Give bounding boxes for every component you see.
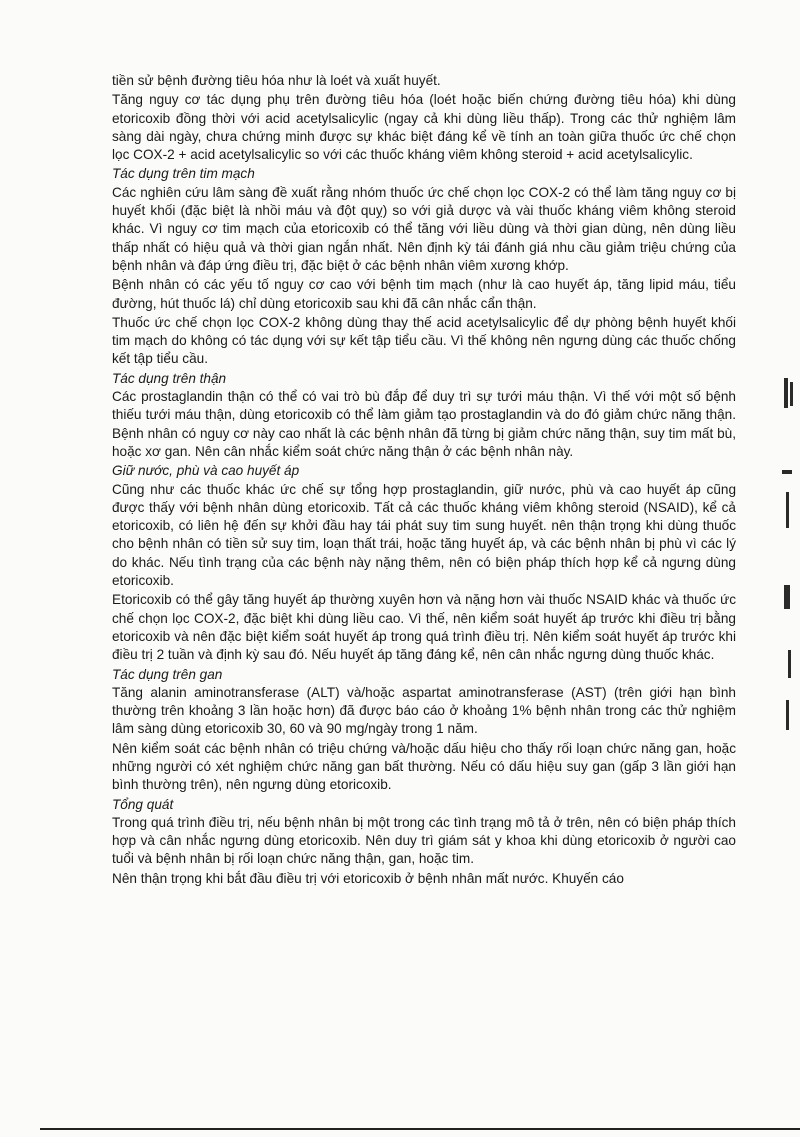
paragraph: Nên kiểm soát các bệnh nhân có triệu chứng và/hoặc dấu hiệu cho thấy rối loạn chức năng gan, hoặc những người có xét nghiệm chức năng gan bất thường. Nếu có dấu hiệu suy gan (gấp 3 lần giới hạn bình thường trên), nên ngưng dùng etoricoxib. [112,740,736,793]
section-heading: Giữ nước, phù và cao huyết áp [112,463,300,479]
paragraph: Các prostaglandin thận có thể có vai trò bù đắp để duy trì sự tưới máu thận. Vì thế với một số bệnh thiếu tưới máu thận, dùng etoricoxib có thể làm giảm tạo prostaglandin và do đó giảm chức năng thận. Bệnh nhân có nguy cơ này cao nhất là các bệnh nhân đã từng bị giảm chức năng thận, suy tim mất bù, hoặc xơ gan. Nên cân nhắc kiểm soát chức năng thận ở các bệnh nhân này. [112,389,736,459]
bottom-rule [40,1128,800,1130]
paragraph: Nên thận trọng khi bắt đầu điều trị với etoricoxib ở bệnh nhân mất nước. Khuyến cáo [112,870,624,886]
paragraph: Các nghiên cứu lâm sàng đề xuất rằng nhóm thuốc ức chế chọn lọc COX-2 có thể làm tăng nguy cơ bị huyết khối (đặc biệt là nhồi máu và đột quỵ) so với giả dược và vài thuốc kháng viêm không steroid khác. Vì nguy cơ tim mạch của etoricoxib có thể tăng với liều dùng và thời gian dùng, nên dùng liều thấp nhất có hiệu quả và thời gian ngắn nhất. Nên định kỳ tái đánh giá nhu cầu giảm triệu chứng của bệnh nhân và đáp ứng điều trị, đặc biệt ở các bệnh nhân viêm xương khớp. [112,184,736,273]
paragraph: Tăng alanin aminotransferase (ALT) và/hoặc aspartat aminotransferase (AST) (trên giới hạn bình thường trên khoảng 3 lần hoặc hơn) đã được báo cáo ở khoảng 1% bệnh nhân trong các thử nghiệm lâm sàng dùng etoricoxib 30, 60 và 90 mg/ngày trong 1 năm. [112,684,736,737]
paragraph: Cũng như các thuốc khác ức chế sự tổng hợp prostaglandin, giữ nước, phù và cao huyết áp cũng được thấy với bệnh nhân dùng etoricoxib. Tất cả các thuốc kháng viêm không steroid (NSAID), kể cả etoricoxib, có liên hệ đến sự khởi đầu hay tái phát suy tim sung huyết. nên thận trọng khi dùng thuốc cho bệnh nhân có tiền sử suy tim, loạn thất trái, hoặc tăng huyết áp, và các bệnh nhân bị phù vì các lý do khác. Nếu tình trạng của các bệnh này nặng thêm, nên có biện pháp thích hợp kể cả ngưng dùng etoricoxib. [112,481,736,589]
section-heading: Tác dụng trên tim mạch [112,166,255,182]
section-heading: Tác dụng trên thận [112,370,227,386]
paragraph: Thuốc ức chế chọn lọc COX-2 không dùng thay thế acid acetylsalicylic để dự phòng bệnh huyết khối tim mạch do không có tác dụng với sự kết tập tiểu cầu. Vì thế không nên ngưng dùng các thuốc chống kết tập tiểu cầu. [112,314,736,367]
section-heading: Tổng quát [112,796,174,812]
scan-edge-marks [770,0,800,1137]
section-heading: Tác dụng trên gan [112,666,223,682]
paragraph: Bệnh nhân có các yếu tố nguy cơ cao với bệnh tim mạch (như là cao huyết áp, tăng lipid máu, tiểu đường, hút thuốc lá) chỉ dùng etoricoxib sau khi đã cân nhắc cẩn thận. [112,277,736,311]
paragraph: Trong quá trình điều trị, nếu bệnh nhân bị một trong các tình trạng mô tả ở trên, nên có biện pháp thích hợp và cân nhắc ngưng dùng etoricoxib. Nên duy trì giám sát y khoa khi dùng etoricoxib ở người cao tuổi và bệnh nhân bị rối loạn chức năng thận, gan, hoặc tim. [112,814,736,867]
paragraph: Tăng nguy cơ tác dụng phụ trên đường tiêu hóa (loét hoặc biến chứng đường tiêu hóa) khi dùng etoricoxib đồng thời với acid acetylsalicylic (ngay cả khi dùng liều thấp). Trong các thử nghiệm lâm sàng dài ngày, chưa chứng minh được sự khác biệt đáng kể về tính an toàn giữa thuốc ức chế chọn lọc COX-2 + acid acetylsalicylic so với các thuốc kháng viêm không steroid + acid acetylsalicylic. [112,92,736,163]
paragraph: Etoricoxib có thể gây tăng huyết áp thường xuyên hơn và nặng hơn vài thuốc NSAID khác và thuốc ức chế chọn lọc COX-2, đặc biệt khi dùng liều cao. Vì thế, nên kiểm soát huyết áp trước khi điều trị bằng etoricoxib và nên đặc biệt kiểm soát huyết áp trong quá trình điều trị. Nên kiểm soát huyết áp trước khi điều trị 2 tuần và định kỳ sau đó. Nếu huyết áp tăng đáng kể, nên cân nhắc ngưng dùng thuốc khác. [112,592,736,663]
document-body [112,72,736,889]
paragraph: tiền sử bệnh đường tiêu hóa như là loét và xuất huyết. [112,73,441,88]
